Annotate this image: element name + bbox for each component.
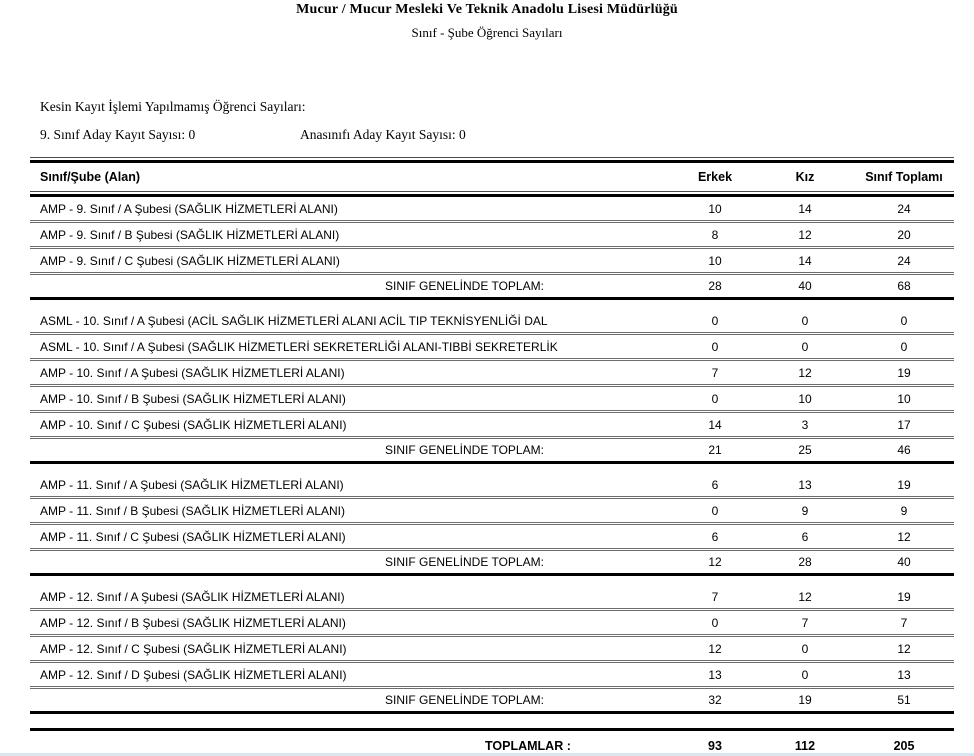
row-class-label: AMP - 10. Sınıf / C Şubesi (SAĞLIK HİZMETLERİ ALANI) [40,417,347,432]
row-toplam-count: 12 [897,529,911,544]
row-toplam-count: 19 [897,477,911,492]
column-header-sinif-toplami: Sınıf Toplamı [865,170,943,184]
row-toplam-count: 9 [900,503,908,518]
row-toplam-count: 19 [897,365,911,380]
table-row [30,499,954,525]
grade-group [30,473,954,576]
table-row [30,473,954,499]
group-total-erkek: 28 [708,279,722,293]
row-kiz-count: 7 [801,615,809,630]
group-total-toplam: 51 [897,693,911,707]
group-total-row [30,439,954,461]
row-erkek-count: 10 [708,253,722,268]
group-total-label: SINIF GENELİNDE TOPLAM: [385,555,544,569]
table-row [30,525,954,551]
row-toplam-count: 7 [900,615,908,630]
row-toplam-count: 24 [897,253,911,268]
row-class-label: AMP - 11. Sınıf / C Şubesi (SAĞLIK HİZMETLERİ ALANI) [40,529,346,544]
group-total-erkek: 21 [708,443,722,457]
row-erkek-count: 0 [711,391,719,406]
group-total-toplam: 40 [897,555,911,569]
table-row [30,585,954,611]
row-erkek-count: 6 [711,529,719,544]
note-preschool-candidate-count: Anasınıfı Aday Kayıt Sayısı: 0 [300,127,466,142]
table-body [30,197,954,714]
table-row [30,387,954,413]
row-erkek-count: 14 [708,417,722,432]
group-total-toplam: 68 [897,279,911,293]
row-class-label: ASML - 10. Sınıf / A Şubesi (ACİL SAĞLIK HİZMETLERİ ALANI ACİL TIP TEKNİSYENLİĞİ DAL [40,313,548,328]
row-kiz-count: 10 [798,391,812,406]
report-header [0,0,974,41]
row-class-label: ASML - 10. Sınıf / A Şubesi (SAĞLIK HİZMETLERİ SEKRETERLİĞİ ALANI-TIBBİ SEKRETERLİK [40,339,558,354]
column-header-kiz: Kız [795,170,815,184]
table-row [30,663,954,689]
table-header-row [30,163,954,191]
row-class-label: AMP - 10. Sınıf / A Şubesi (SAĞLIK HİZMETLERİ ALANI) [40,365,345,380]
row-kiz-count: 0 [801,667,809,682]
row-kiz-count: 0 [801,641,809,656]
grand-total-toplam: 205 [893,739,915,753]
grade-group [30,585,954,714]
page-subtitle: Sınıf - Şube Öğrenci Sayıları [411,25,563,40]
group-total-label: SINIF GENELİNDE TOPLAM: [385,279,544,293]
row-kiz-count: 13 [798,477,812,492]
row-kiz-count: 14 [798,201,812,216]
row-kiz-count: 12 [798,227,812,242]
grand-total-label: TOPLAMLAR : [485,739,571,753]
table-row [30,361,954,387]
row-erkek-count: 10 [708,201,722,216]
row-toplam-count: 19 [897,589,911,604]
row-kiz-count: 0 [801,339,809,354]
row-kiz-count: 12 [798,365,812,380]
row-class-label: AMP - 9. Sınıf / B Şubesi (SAĞLIK HİZMETLERİ ALANI) [40,227,340,242]
grand-total-block [30,728,954,756]
group-total-kiz: 19 [798,693,812,707]
note-grade9-candidate-count: 9. Sınıf Aday Kayıt Sayısı: 0 [40,127,196,142]
row-class-label: AMP - 12. Sınıf / A Şubesi (SAĞLIK HİZMETLERİ ALANI) [40,589,345,604]
table-row [30,197,954,223]
group-total-erkek: 12 [708,555,722,569]
row-toplam-count: 0 [900,339,908,354]
group-total-kiz: 25 [798,443,812,457]
row-kiz-count: 9 [801,503,809,518]
table-row [30,223,954,249]
group-total-label: SINIF GENELİNDE TOPLAM: [385,443,544,457]
table-row [30,611,954,637]
row-erkek-count: 6 [711,477,719,492]
table-row [30,637,954,663]
row-class-label: AMP - 11. Sınıf / A Şubesi (SAĞLIK HİZMETLERİ ALANI) [40,477,344,492]
row-class-label: AMP - 9. Sınıf / A Şubesi (SAĞLIK HİZMETLERİ ALANI) [40,201,338,216]
column-header-erkek: Erkek [697,170,733,184]
group-total-row [30,689,954,711]
row-kiz-count: 12 [798,589,812,604]
grade-group [30,309,954,464]
row-class-label: AMP - 10. Sınıf / B Şubesi (SAĞLIK HİZMETLERİ ALANI) [40,391,346,406]
row-kiz-count: 6 [801,529,809,544]
row-class-label: AMP - 12. Sınıf / B Şubesi (SAĞLIK HİZMETLERİ ALANI) [40,615,346,630]
row-toplam-count: 20 [897,227,911,242]
group-total-kiz: 40 [798,279,812,293]
row-toplam-count: 12 [897,641,911,656]
group-total-kiz: 28 [798,555,812,569]
row-erkek-count: 0 [711,503,719,518]
note-unregistered-students: Kesin Kayıt İşlemi Yapılmamış Öğrenci Sayıları: [40,99,306,114]
row-erkek-count: 8 [711,227,719,242]
row-erkek-count: 13 [708,667,722,682]
group-total-row [30,275,954,297]
group-total-label: SINIF GENELİNDE TOPLAM: [385,693,544,707]
row-erkek-count: 12 [708,641,722,656]
row-kiz-count: 0 [801,313,809,328]
row-toplam-count: 13 [897,667,911,682]
row-toplam-count: 0 [900,313,908,328]
row-toplam-count: 10 [897,391,911,406]
group-total-row [30,551,954,573]
row-class-label: AMP - 12. Sınıf / D Şubesi (SAĞLIK HİZMETLERİ ALANI) [40,667,347,682]
table-row [30,413,954,439]
row-class-label: AMP - 11. Sınıf / B Şubesi (SAĞLIK HİZMETLERİ ALANI) [40,503,345,518]
row-toplam-count: 24 [897,201,911,216]
grand-total-spacer [30,714,954,728]
page-title: Mucur / Mucur Mesleki Ve Teknik Anadolu Lisesi Müdürlüğü [296,2,678,17]
group-total-toplam: 46 [897,443,911,457]
group-total-erkek: 32 [708,693,722,707]
row-class-label: AMP - 12. Sınıf / C Şubesi (SAĞLIK HİZMETLERİ ALANI) [40,641,347,656]
table-row [30,335,954,361]
row-toplam-count: 17 [897,417,911,432]
row-erkek-count: 7 [711,589,719,604]
table-row [30,249,954,275]
row-erkek-count: 7 [711,365,719,380]
grand-total-kiz: 112 [794,739,816,753]
row-erkek-count: 0 [711,339,719,354]
note-counts-row [40,127,974,143]
row-erkek-count: 0 [711,615,719,630]
student-counts-table [30,157,954,756]
row-kiz-count: 3 [801,417,809,432]
row-kiz-count: 14 [798,253,812,268]
grade-group [30,197,954,300]
row-class-label: AMP - 9. Sınıf / C Şubesi (SAĞLIK HİZMETLERİ ALANI) [40,253,340,268]
column-header-sinif-sube: Sınıf/Şube (Alan) [40,170,140,184]
table-row [30,309,954,335]
pre-table-notes [40,99,974,143]
grand-total-erkek: 93 [708,739,722,753]
row-erkek-count: 0 [711,313,719,328]
